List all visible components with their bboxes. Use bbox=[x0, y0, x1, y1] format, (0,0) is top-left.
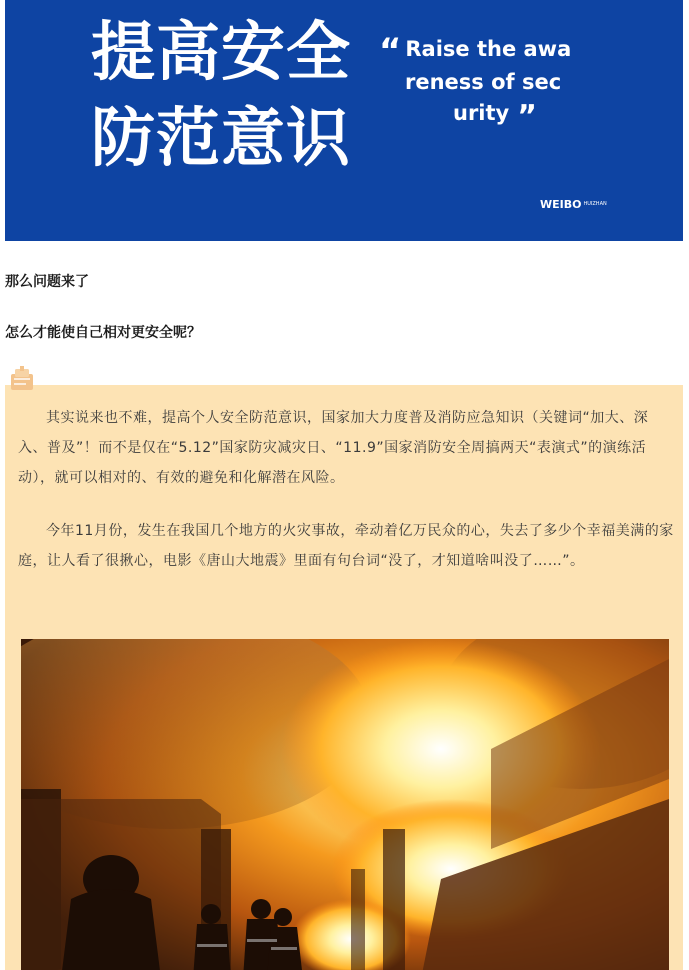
slogan-line1: Raise the awa bbox=[405, 37, 572, 61]
fire-photo bbox=[21, 639, 669, 970]
tag-icon bbox=[8, 366, 38, 392]
brand-logo bbox=[540, 198, 607, 211]
banner-english-slogan bbox=[379, 31, 579, 134]
header-banner bbox=[5, 0, 683, 241]
question-heading-2: 怎么才能使自己相对更安全呢？ bbox=[5, 325, 201, 341]
banner-title-line1: 提高安全 bbox=[91, 16, 351, 90]
question-heading-1: 那么问题来了 bbox=[5, 274, 89, 290]
content-panel bbox=[5, 385, 683, 970]
fire-scene-image bbox=[21, 639, 669, 970]
brand-name: WEIBO bbox=[540, 198, 582, 211]
banner-title-line2: 防范意识 bbox=[91, 102, 351, 176]
paragraph-1: 其实说来也不难，提高个人安全防范意识，国家加大力度普及消防应急知识（关键词“加大、深入、普及”！而不是仅在“5.12”国家防灾减灾日、“11.9”国家消防安全周搞两天“表演式”的演练活动），就可以相对的、有效的避免和化解潜在风险。 bbox=[18, 410, 649, 486]
slogan-line3: urity bbox=[453, 101, 510, 125]
close-quote-mark: ” bbox=[517, 99, 537, 134]
slogan-line2: reness of sec bbox=[405, 70, 562, 94]
brand-subtext: HUIZHAN bbox=[583, 201, 607, 207]
banner-chinese-title bbox=[91, 10, 351, 182]
paragraph-2: 今年11月份，发生在我国几个地方的火灾事故，牵动着亿万民众的心，失去了多少个幸福美满的家庭，让人看了很揪心，电影《唐山大地震》里面有句台词“没了，才知道啥叫没了……”。 bbox=[18, 523, 674, 569]
open-quote-mark: “ bbox=[379, 31, 402, 71]
